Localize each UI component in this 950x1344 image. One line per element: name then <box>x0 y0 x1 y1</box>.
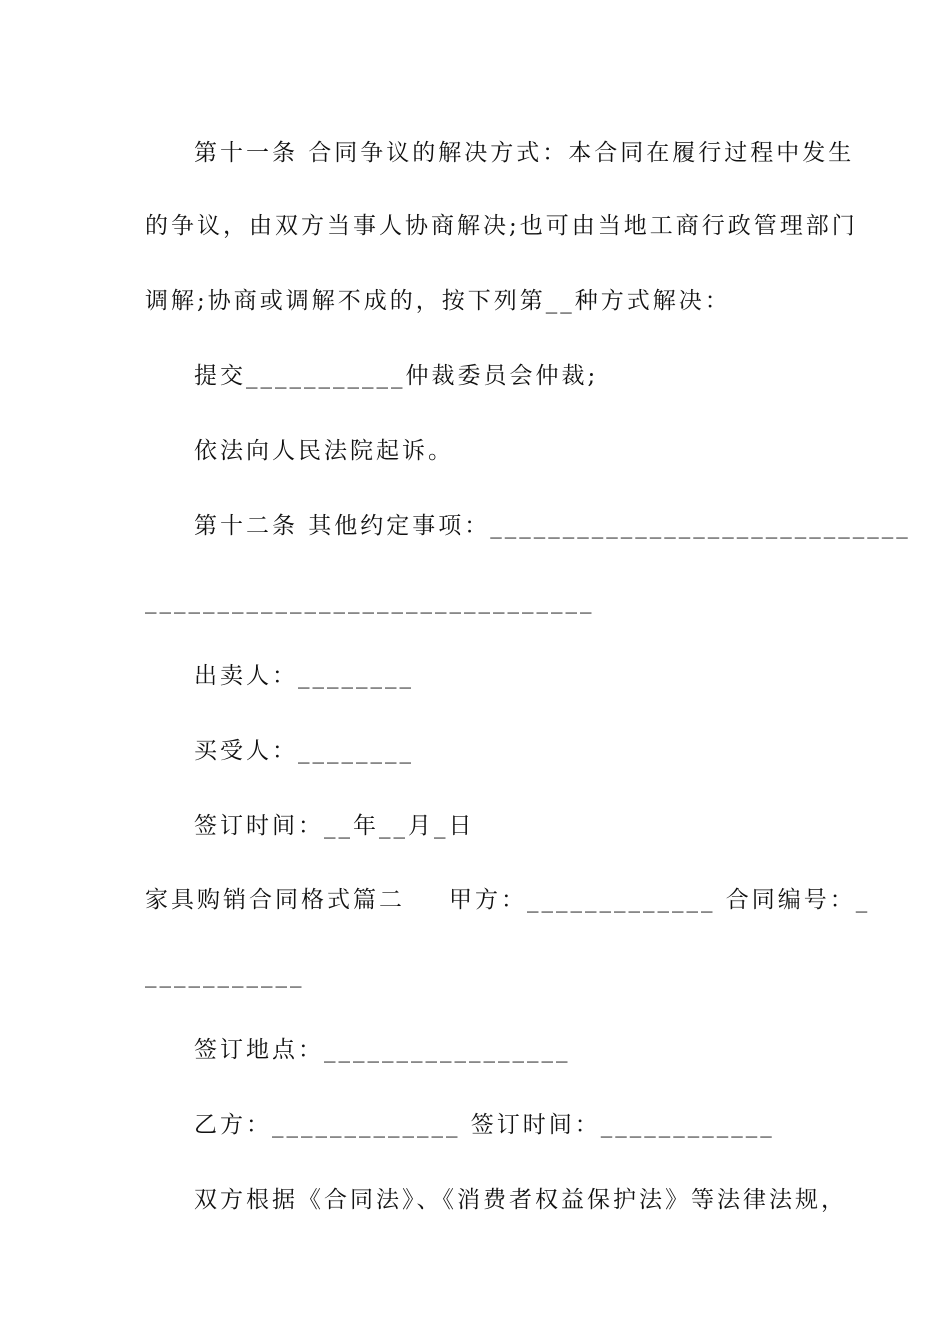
buyer-field: 买受人：________ <box>194 738 414 764</box>
party-b-and-time-field: 乙方：_____________ 签订时间：____________ <box>194 1112 775 1138</box>
section-heading-line <box>145 885 870 915</box>
signing-date-field: 签订时间：__年__月_日 <box>194 813 475 839</box>
section-title: 家具购销合同格式篇二 <box>145 887 405 913</box>
party-a-field: 甲方：_____________ 合同编号：_ <box>449 887 871 913</box>
preamble-line: 双方根据《合同法》、《消费者权益保护法》等法律法规， <box>194 1187 847 1213</box>
article-12-line-1: 第十二条 其他约定事项：_____________________________ <box>194 513 911 539</box>
signing-place-field: 签订地点：_________________ <box>194 1037 571 1063</box>
article-11-line-3: 调解;协商或调解不成的，按下列第__种方式解决： <box>145 288 731 314</box>
article-11-line-1: 第十一条 合同争议的解决方式：本合同在履行过程中发生 <box>194 140 855 166</box>
litigation-option: 依法向人民法院起诉。 <box>194 438 454 464</box>
arbitration-option: 提交___________仲裁委员会仲裁; <box>194 363 599 389</box>
seller-field: 出卖人：________ <box>194 663 414 689</box>
article-11-line-2: 的争议，由双方当事人协商解决;也可由当地工商行政管理部门 <box>145 213 858 239</box>
article-12-line-2: _______________________________ <box>145 588 595 614</box>
contract-number-continued: ___________ <box>145 962 305 988</box>
